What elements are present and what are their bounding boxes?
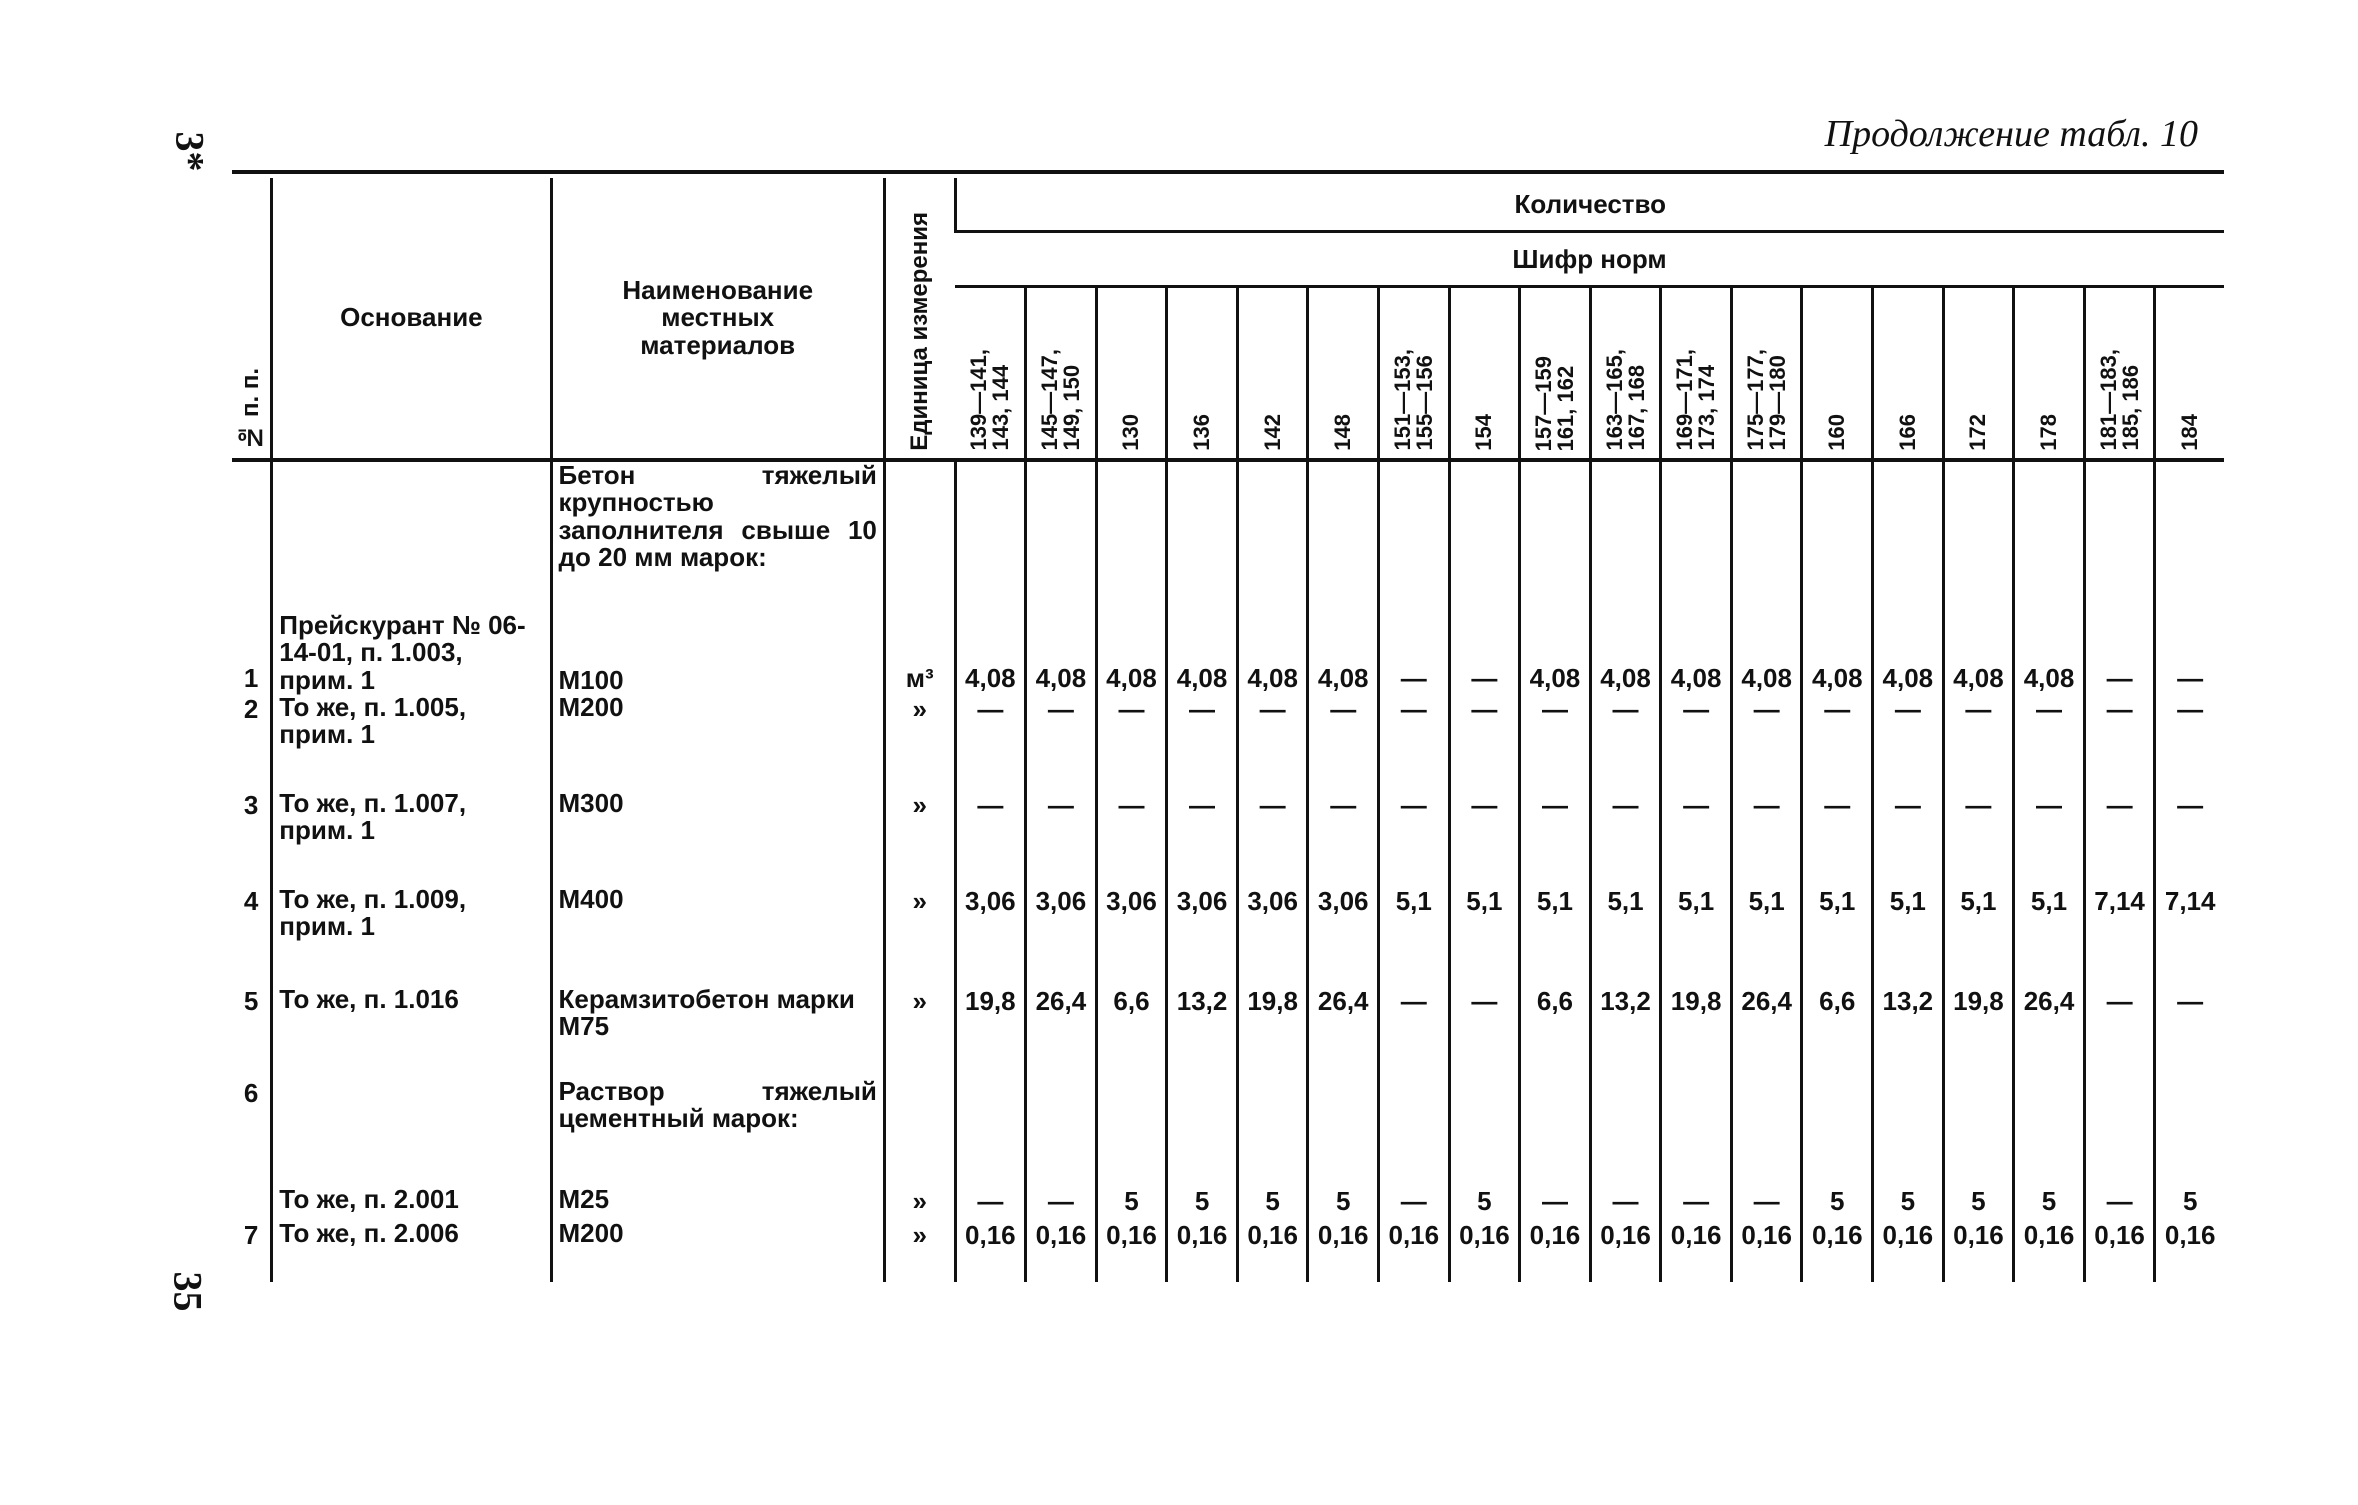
row-value: 0,16 (1731, 1220, 1802, 1282)
row-value: 0,16 (955, 1220, 1026, 1282)
row-number: 3 (243, 789, 259, 820)
row-value (1167, 1078, 1238, 1186)
row-value: 5 (1873, 1186, 1944, 1220)
row-value (1590, 1078, 1661, 1186)
row-value: — (1590, 790, 1661, 886)
row-value (2084, 460, 2155, 612)
row-value: 0,16 (1943, 1220, 2014, 1282)
row-value: 0,16 (1520, 1220, 1591, 1282)
row-value: 13,2 (1167, 986, 1238, 1078)
row-unit (884, 460, 955, 612)
header-code: 157—159 161, 162 (1520, 287, 1591, 461)
row-value: — (2084, 1186, 2155, 1220)
row-value: — (1731, 1186, 1802, 1220)
row-value (1520, 460, 1591, 612)
row-value: 3,06 (1096, 886, 1167, 986)
row-basis: То же, п. 1.005, прим. 1 (272, 694, 551, 790)
row-value: 5 (1308, 1186, 1379, 1220)
row-value: — (1731, 694, 1802, 790)
row-value (2014, 460, 2085, 612)
row-value: 0,16 (1167, 1220, 1238, 1282)
row-value: 4,08 (1661, 612, 1732, 694)
row-value: 0,16 (1096, 1220, 1167, 1282)
header-unit: Единица измерения (884, 178, 955, 460)
row-value (2155, 1078, 2224, 1186)
row-value (1449, 1078, 1520, 1186)
table-row (232, 1078, 2224, 1186)
row-value: — (1449, 612, 1520, 694)
row-value: 4,08 (1873, 612, 1944, 694)
row-value: 0,16 (1308, 1220, 1379, 1282)
table-row (232, 1220, 2224, 1282)
row-value: 5,1 (1590, 886, 1661, 986)
row-value: 6,6 (1520, 986, 1591, 1078)
row-value (1731, 1078, 1802, 1186)
row-value (1379, 460, 1450, 612)
row-value: 5 (1449, 1186, 1520, 1220)
row-value: — (955, 1186, 1026, 1220)
row-value: — (1026, 694, 1097, 790)
row-number: 5 (243, 985, 259, 1016)
row-value: 6,6 (1802, 986, 1873, 1078)
row-value: 5 (1237, 1186, 1308, 1220)
row-value (1661, 1078, 1732, 1186)
row-value: — (2155, 694, 2224, 790)
row-value: — (2084, 612, 2155, 694)
row-value: 4,08 (1237, 612, 1308, 694)
row-value (1096, 460, 1167, 612)
row-basis: То же, п. 1.007, прим. 1 (272, 790, 551, 886)
row-material: М100 (551, 612, 884, 694)
row-unit: » (884, 790, 955, 886)
top-rule (232, 170, 2224, 174)
row-value: — (2084, 986, 2155, 1078)
row-value: — (1379, 986, 1450, 1078)
row-value: — (1167, 694, 1238, 790)
header-code: 154 (1449, 287, 1520, 461)
row-number: 4 (243, 885, 259, 916)
row-material: М25 (551, 1186, 884, 1220)
row-value (1943, 1078, 2014, 1186)
table-row (232, 460, 2224, 612)
row-value: — (1449, 986, 1520, 1078)
row-value: 19,8 (955, 986, 1026, 1078)
row-value: 5,1 (1520, 886, 1591, 986)
header-material: Наименование местных материалов (551, 178, 884, 460)
row-value: — (1026, 790, 1097, 886)
row-value: — (2014, 790, 2085, 886)
row-value: 0,16 (2155, 1220, 2224, 1282)
row-number (232, 1186, 272, 1220)
row-value: 0,16 (2014, 1220, 2085, 1282)
row-value: — (1661, 1186, 1732, 1220)
row-basis: То же, п. 1.016 (272, 986, 551, 1078)
header-code: 163—165, 167, 168 (1590, 287, 1661, 461)
row-value: 5,1 (1802, 886, 1873, 986)
row-value: 0,16 (1237, 1220, 1308, 1282)
row-value: — (1379, 694, 1450, 790)
row-basis: То же, п. 2.006 (272, 1220, 551, 1282)
row-value: — (1873, 790, 1944, 886)
row-value: — (1237, 694, 1308, 790)
row-basis (272, 1078, 551, 1186)
row-value (1520, 1078, 1591, 1186)
materials-table (232, 178, 2224, 1282)
row-value: — (1096, 790, 1167, 886)
row-value (1873, 460, 1944, 612)
row-value: — (1943, 790, 2014, 886)
row-value: 4,08 (1590, 612, 1661, 694)
table-row (232, 612, 2224, 694)
row-basis: То же, п. 1.009, прим. 1 (272, 886, 551, 986)
row-basis (272, 460, 551, 612)
table-row (232, 986, 2224, 1078)
row-value: 13,2 (1590, 986, 1661, 1078)
row-value: — (1379, 790, 1450, 886)
row-value (955, 1078, 1026, 1186)
row-material: Керамзитобетон марки М75 (551, 986, 884, 1078)
row-value: 4,08 (1520, 612, 1591, 694)
row-value (1308, 1078, 1379, 1186)
header-basis: Основание (272, 178, 551, 460)
row-value: 19,8 (1237, 986, 1308, 1078)
row-value: 3,06 (1026, 886, 1097, 986)
row-value: 5 (1943, 1186, 2014, 1220)
row-value (1661, 460, 1732, 612)
header-code: 181—183, 185, 186 (2084, 287, 2155, 461)
row-value: 5,1 (1873, 886, 1944, 986)
row-basis: Прейскурант № 06-14-01, п. 1.003, прим. 1 (272, 612, 551, 694)
table-row (232, 790, 2224, 886)
header-code: 166 (1873, 287, 1944, 461)
row-value: 4,08 (955, 612, 1026, 694)
header-code: 130 (1096, 287, 1167, 461)
row-basis: То же, п. 2.001 (272, 1186, 551, 1220)
row-value: 4,08 (2014, 612, 2085, 694)
row-value: — (1167, 790, 1238, 886)
row-value (1026, 1078, 1097, 1186)
row-value: — (1308, 694, 1379, 790)
row-material: М300 (551, 790, 884, 886)
row-value (1308, 460, 1379, 612)
row-value: — (1873, 694, 1944, 790)
row-value: 0,16 (1590, 1220, 1661, 1282)
row-value (1237, 460, 1308, 612)
row-value (2155, 460, 2224, 612)
row-value: 0,16 (1026, 1220, 1097, 1282)
table-caption: Продолжение табл. 10 (1824, 113, 2198, 155)
row-unit: м³ (884, 612, 955, 694)
header-code: 172 (1943, 287, 2014, 461)
row-value (1590, 460, 1661, 612)
row-value (1802, 1078, 1873, 1186)
header-code: 139—141, 143, 144 (955, 287, 1026, 461)
row-number: 1 (243, 662, 259, 693)
row-value: 4,08 (1802, 612, 1873, 694)
row-value: 26,4 (1731, 986, 1802, 1078)
row-material: М200 (551, 694, 884, 790)
row-material: М400 (551, 886, 884, 986)
page-number: 35 (165, 1271, 211, 1312)
row-unit: » (884, 1220, 955, 1282)
row-value: 0,16 (2084, 1220, 2155, 1282)
row-value: — (1237, 790, 1308, 886)
row-value (1873, 1078, 1944, 1186)
row-value: 4,08 (1096, 612, 1167, 694)
row-value: — (1026, 1186, 1097, 1220)
row-value: 4,08 (1731, 612, 1802, 694)
row-value (1167, 460, 1238, 612)
header-num: № п. п. (232, 178, 272, 460)
row-material: Бетон тяжелый крупностью заполнителя свыше 10 до 20 мм марок: (551, 460, 884, 612)
row-value: 0,16 (1379, 1220, 1450, 1282)
header-code: 175—177, 179—180 (1731, 287, 1802, 461)
row-value (2084, 1078, 2155, 1186)
row-value: — (1802, 694, 1873, 790)
row-value: — (2014, 694, 2085, 790)
row-value: 4,08 (1943, 612, 2014, 694)
row-value: 5 (1802, 1186, 1873, 1220)
row-value (1802, 460, 1873, 612)
row-value: 13,2 (1873, 986, 1944, 1078)
row-value: — (1449, 790, 1520, 886)
header-cipher: Шифр норм (955, 232, 2224, 287)
row-value: 5,1 (1661, 886, 1732, 986)
row-value: 4,08 (1167, 612, 1238, 694)
row-value: — (1308, 790, 1379, 886)
row-value: 5 (2014, 1186, 2085, 1220)
header-code: 169—171, 173, 174 (1661, 287, 1732, 461)
row-number: 2 (243, 693, 259, 724)
row-value: 5,1 (1731, 886, 1802, 986)
signature-mark: 3* (167, 131, 213, 172)
row-value: 4,08 (1308, 612, 1379, 694)
row-value: 6,6 (1096, 986, 1167, 1078)
row-value: 3,06 (1167, 886, 1238, 986)
row-value: — (1661, 694, 1732, 790)
row-value: 26,4 (2014, 986, 2085, 1078)
row-number: 6 (243, 1077, 259, 1108)
header-code: 160 (1802, 287, 1873, 461)
row-value (1026, 460, 1097, 612)
row-number: 7 (243, 1219, 259, 1250)
row-value: 5,1 (1379, 886, 1450, 986)
row-value: 26,4 (1026, 986, 1097, 1078)
row-value: — (2155, 612, 2224, 694)
row-value: 5,1 (1449, 886, 1520, 986)
row-value: — (955, 790, 1026, 886)
row-unit: » (884, 694, 955, 790)
row-value: — (1731, 790, 1802, 886)
row-value: 5,1 (2014, 886, 2085, 986)
row-value: — (955, 694, 1026, 790)
header-code: 178 (2014, 287, 2085, 461)
row-value: — (1096, 694, 1167, 790)
row-value: 0,16 (1661, 1220, 1732, 1282)
row-value: 3,06 (955, 886, 1026, 986)
row-value: — (1943, 694, 2014, 790)
row-value: — (2084, 790, 2155, 886)
row-value: 19,8 (1943, 986, 2014, 1078)
row-value: — (2155, 790, 2224, 886)
row-value: — (1379, 612, 1450, 694)
table-row (232, 1186, 2224, 1220)
row-value: — (1661, 790, 1732, 886)
row-value: — (2155, 986, 2224, 1078)
row-value: — (1520, 694, 1591, 790)
row-value (1943, 460, 2014, 612)
header-code: 151—153, 155—156 (1379, 287, 1450, 461)
row-value: 5 (1096, 1186, 1167, 1220)
row-unit: » (884, 886, 955, 986)
table-row (232, 694, 2224, 790)
row-value: — (1590, 1186, 1661, 1220)
row-value: 5 (2155, 1186, 2224, 1220)
row-material: Раствор тяжелый цементный марок: (551, 1078, 884, 1186)
row-value: 7,14 (2155, 886, 2224, 986)
row-value: 3,06 (1237, 886, 1308, 986)
header-code: 148 (1308, 287, 1379, 461)
row-value (1731, 460, 1802, 612)
row-value: — (1449, 694, 1520, 790)
row-value: 19,8 (1661, 986, 1732, 1078)
row-value (2014, 1078, 2085, 1186)
row-value: 26,4 (1308, 986, 1379, 1078)
row-value: 5,1 (1943, 886, 2014, 986)
row-value: 0,16 (1802, 1220, 1873, 1282)
header-code: 184 (2155, 287, 2224, 461)
row-value: 0,16 (1873, 1220, 1944, 1282)
row-value: 5 (1167, 1186, 1238, 1220)
row-material: М200 (551, 1220, 884, 1282)
header-code: 145—147, 149, 150 (1026, 287, 1097, 461)
row-unit: » (884, 1186, 955, 1220)
row-value (1379, 1078, 1450, 1186)
row-value: — (2084, 694, 2155, 790)
row-unit (884, 1078, 955, 1186)
row-value: — (1520, 1186, 1591, 1220)
row-value: 4,08 (1026, 612, 1097, 694)
row-unit: » (884, 986, 955, 1078)
row-value: — (1590, 694, 1661, 790)
row-value (1096, 1078, 1167, 1186)
row-number (232, 460, 272, 612)
row-value: 3,06 (1308, 886, 1379, 986)
row-value: 0,16 (1449, 1220, 1520, 1282)
row-value: — (1520, 790, 1591, 886)
row-value (1237, 1078, 1308, 1186)
table-row (232, 886, 2224, 986)
row-value: — (1802, 790, 1873, 886)
row-value (1449, 460, 1520, 612)
row-value (955, 460, 1026, 612)
row-value: 7,14 (2084, 886, 2155, 986)
header-code: 136 (1167, 287, 1238, 461)
header-code: 142 (1237, 287, 1308, 461)
header-quantity: Количество (955, 178, 2224, 232)
row-value: — (1379, 1186, 1450, 1220)
